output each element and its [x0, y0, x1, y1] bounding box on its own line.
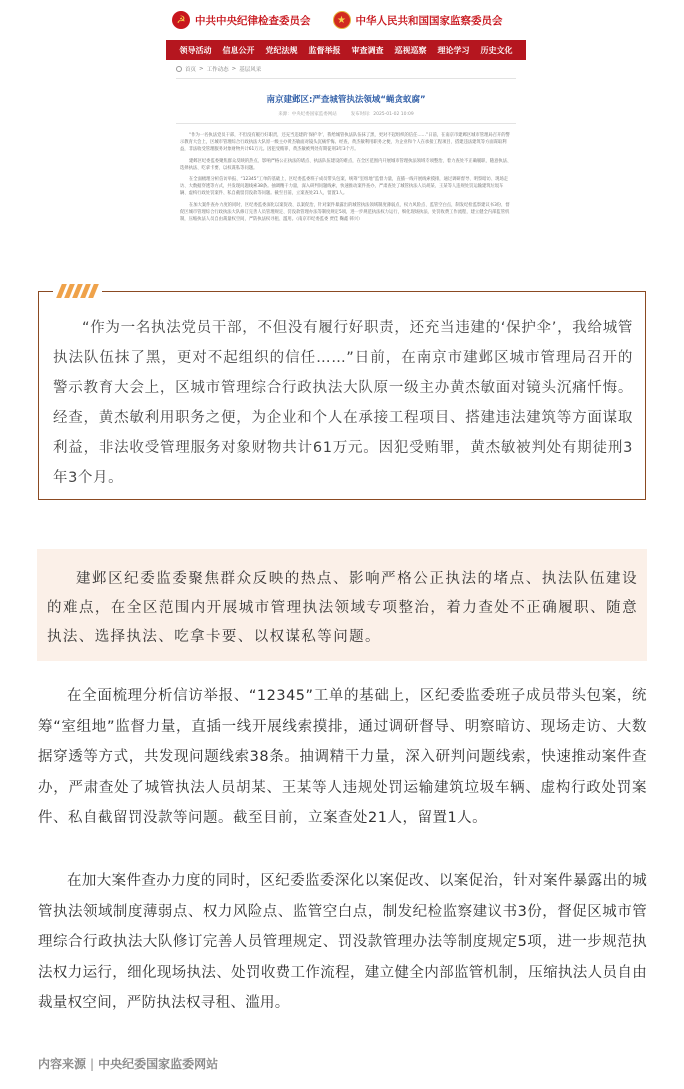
meta-date: 发布时间：2025-01-02 10:09: [350, 112, 414, 117]
org-name-left: 中共中央纪律检查委员会: [195, 14, 311, 27]
source-separator: |: [90, 1057, 95, 1071]
meta-source: 来源：中央纪委国家监委网站: [278, 112, 337, 117]
divider: [176, 78, 516, 79]
stripe-decoration-icon: [53, 284, 102, 298]
article-screenshot: [166, 0, 526, 278]
nav-item[interactable]: 党纪法规: [265, 45, 298, 55]
breadcrumb: 首页 > 工作动态 > 基层风采: [166, 60, 526, 78]
content-source: [38, 1055, 218, 1072]
article-title: 南京建邺区:严查城管执法领域“蝇贪蚁腐”: [266, 95, 426, 105]
quote-box: [38, 291, 646, 500]
nav-item[interactable]: 审查调查: [351, 45, 384, 55]
nav-item[interactable]: 历史文化: [480, 45, 513, 55]
party-emblem-icon: ☭: [172, 11, 190, 29]
quote-text: “作为一名执法党员干部，不但没有履行好职责，还充当违建的‘保护伞’，我给城管执法队伍抹了黑，更对不起组织的信任……”日前，在南京市建邺区城市管理局召开的警示教育大会上，区城市管理综合行政执法大队原一级主办黄杰敏面对镜头沉痛忏悔。经查，黄杰敏利用职务之便，为企业和个人在承接工程项目、搭建违法建筑等方面谋取利益，非法收受管理服务对象财物共计61万元。因犯受贿罪，黄杰敏被判处有期徒刑3年3个月。: [53, 320, 633, 486]
highlight-text: 建邺区纪委监委聚焦群众反映的热点、影响严格公正执法的堵点、执法队伍建设的难点，在全区范围内开展城市管理执法领域专项整治，着力查处不正确履职、随意执法、选择执法、吃拿卡要、以权谋私等问题。: [47, 571, 638, 645]
nav-item[interactable]: 监督举报: [308, 45, 341, 55]
article-body-preview: [166, 124, 526, 223]
body-paragraph-1: 在全面梳理分析信访举报、“12345”工单的基础上，区纪委监委班子成员带头包案，统筹“室组地”监督力量，直插一线开展线索摸排，通过调研督导、明察暗访、现场走访、大数据穿透等方式，共发现问题线索38条。抽调精干力量，深入研判问题线索，快速推动案件查办，严肃查处了城管执法人员胡某、王某等人违规处罚运输建筑垃圾车辆、虚构行政处罚案件、私自截留罚没款等问题。截至目前，立案查处21人，留置1人。: [38, 688, 647, 826]
preview-paragraph: 在加大案件查办力度的同时，区纪委监委深化以案促改、以案促治，针对案件暴露出的城管执法领域制度薄弱点、权力风险点、监管空白点，制发纪检监察建议书3份，督促区城市管理综合行政执法大队修订完善人员管理规定、罚没款管理办法等制度规定5项，进一步规范执法权力运行，细化现场执法、处罚收费工作流程，建立健全内部监管机制，压缩执法人员自由裁量权空间，严防执法权寻租、滥用。（南京市纪委监委 贾佳 鞠鑫 韩兴）: [180, 202, 510, 223]
highlight-box: [37, 549, 647, 661]
preview-paragraph: 在全面梳理分析信访举报、“12345”工单的基础上，区纪委监委班子成员带头包案，统筹“室组地”监督力量，直插一线开展线索摸排，通过调研督导、明察暗访、现场走访、大数据穿透等方式，共发现问题线索38条。抽调精干力量，深入研判问题线索，快速推动案件查办，严肃查处了城管执法人员胡某、王某等人违规处罚运输建筑垃圾车辆、虚构行政处罚案件、私自截留罚没款等问题。截至目前，立案查处21人，留置1人。: [180, 177, 509, 197]
org-name-right: 中华人民共和国国家监察委员会: [355, 14, 503, 27]
nav-item[interactable]: 信息公开: [222, 45, 255, 55]
source-label: 内容来源: [38, 1057, 87, 1071]
preview-paragraph: 建邺区纪委监委聚焦群众反映的热点、影响严格公正执法的堵点、执法队伍建设的难点，在全区范围内开展城市管理执法领域专项整治，着力查处不正确履职、随意执法、选择执法、吃拿卡要、以权谋私等问题。: [180, 158, 512, 171]
breadcrumb-item[interactable]: 首页: [185, 67, 197, 73]
preview-paragraph: “作为一名执法党员干部，不但没有履行好职责，还充当违建的‘保护伞’，我给城管执法队伍抹了黑，更对不起组织的信任……”日前，在南京市建邺区城市管理局召开的警示教育大会上，区城市管理综合行政执法大队原一级主办黄杰敏面对镜头沉痛忏悔。经查，黄杰敏利用职务之便，为企业和个人在承接工程项目、搭建违法建筑等方面谋取利益，非法收受管理服务对象财物共计61万元。因犯受贿罪，黄杰敏被判处有期徒刑3年3个月。: [180, 133, 510, 153]
nav-item[interactable]: 理论学习: [437, 45, 470, 55]
location-icon: [176, 66, 182, 72]
site-nav: [166, 40, 526, 60]
national-emblem-icon: ★: [333, 11, 351, 29]
source-name: 中央纪委国家监委网站: [98, 1057, 219, 1071]
breadcrumb-item[interactable]: 工作动态: [206, 67, 229, 73]
nav-item[interactable]: 巡视巡察: [394, 45, 427, 55]
body-paragraph-2: 在加大案件查办力度的同时，区纪委监委深化以案促改、以案促治，针对案件暴露出的城管执法领域制度薄弱点、权力风险点、监管空白点，制发纪检监察建议书3份，督促区城市管理综合行政执法大队修订完善人员管理规定、罚没款管理办法等制度规定5项，进一步规范执法权力运行，细化现场执法、处罚收费工作流程，建立健全内部监管机制，压缩执法人员自由裁量权空间，严防执法权寻租、滥用。: [38, 873, 647, 1011]
site-header: [166, 0, 526, 40]
breadcrumb-item[interactable]: 基层风采: [239, 67, 262, 73]
article-meta: [166, 111, 526, 117]
nav-item[interactable]: 领导活动: [179, 45, 212, 55]
